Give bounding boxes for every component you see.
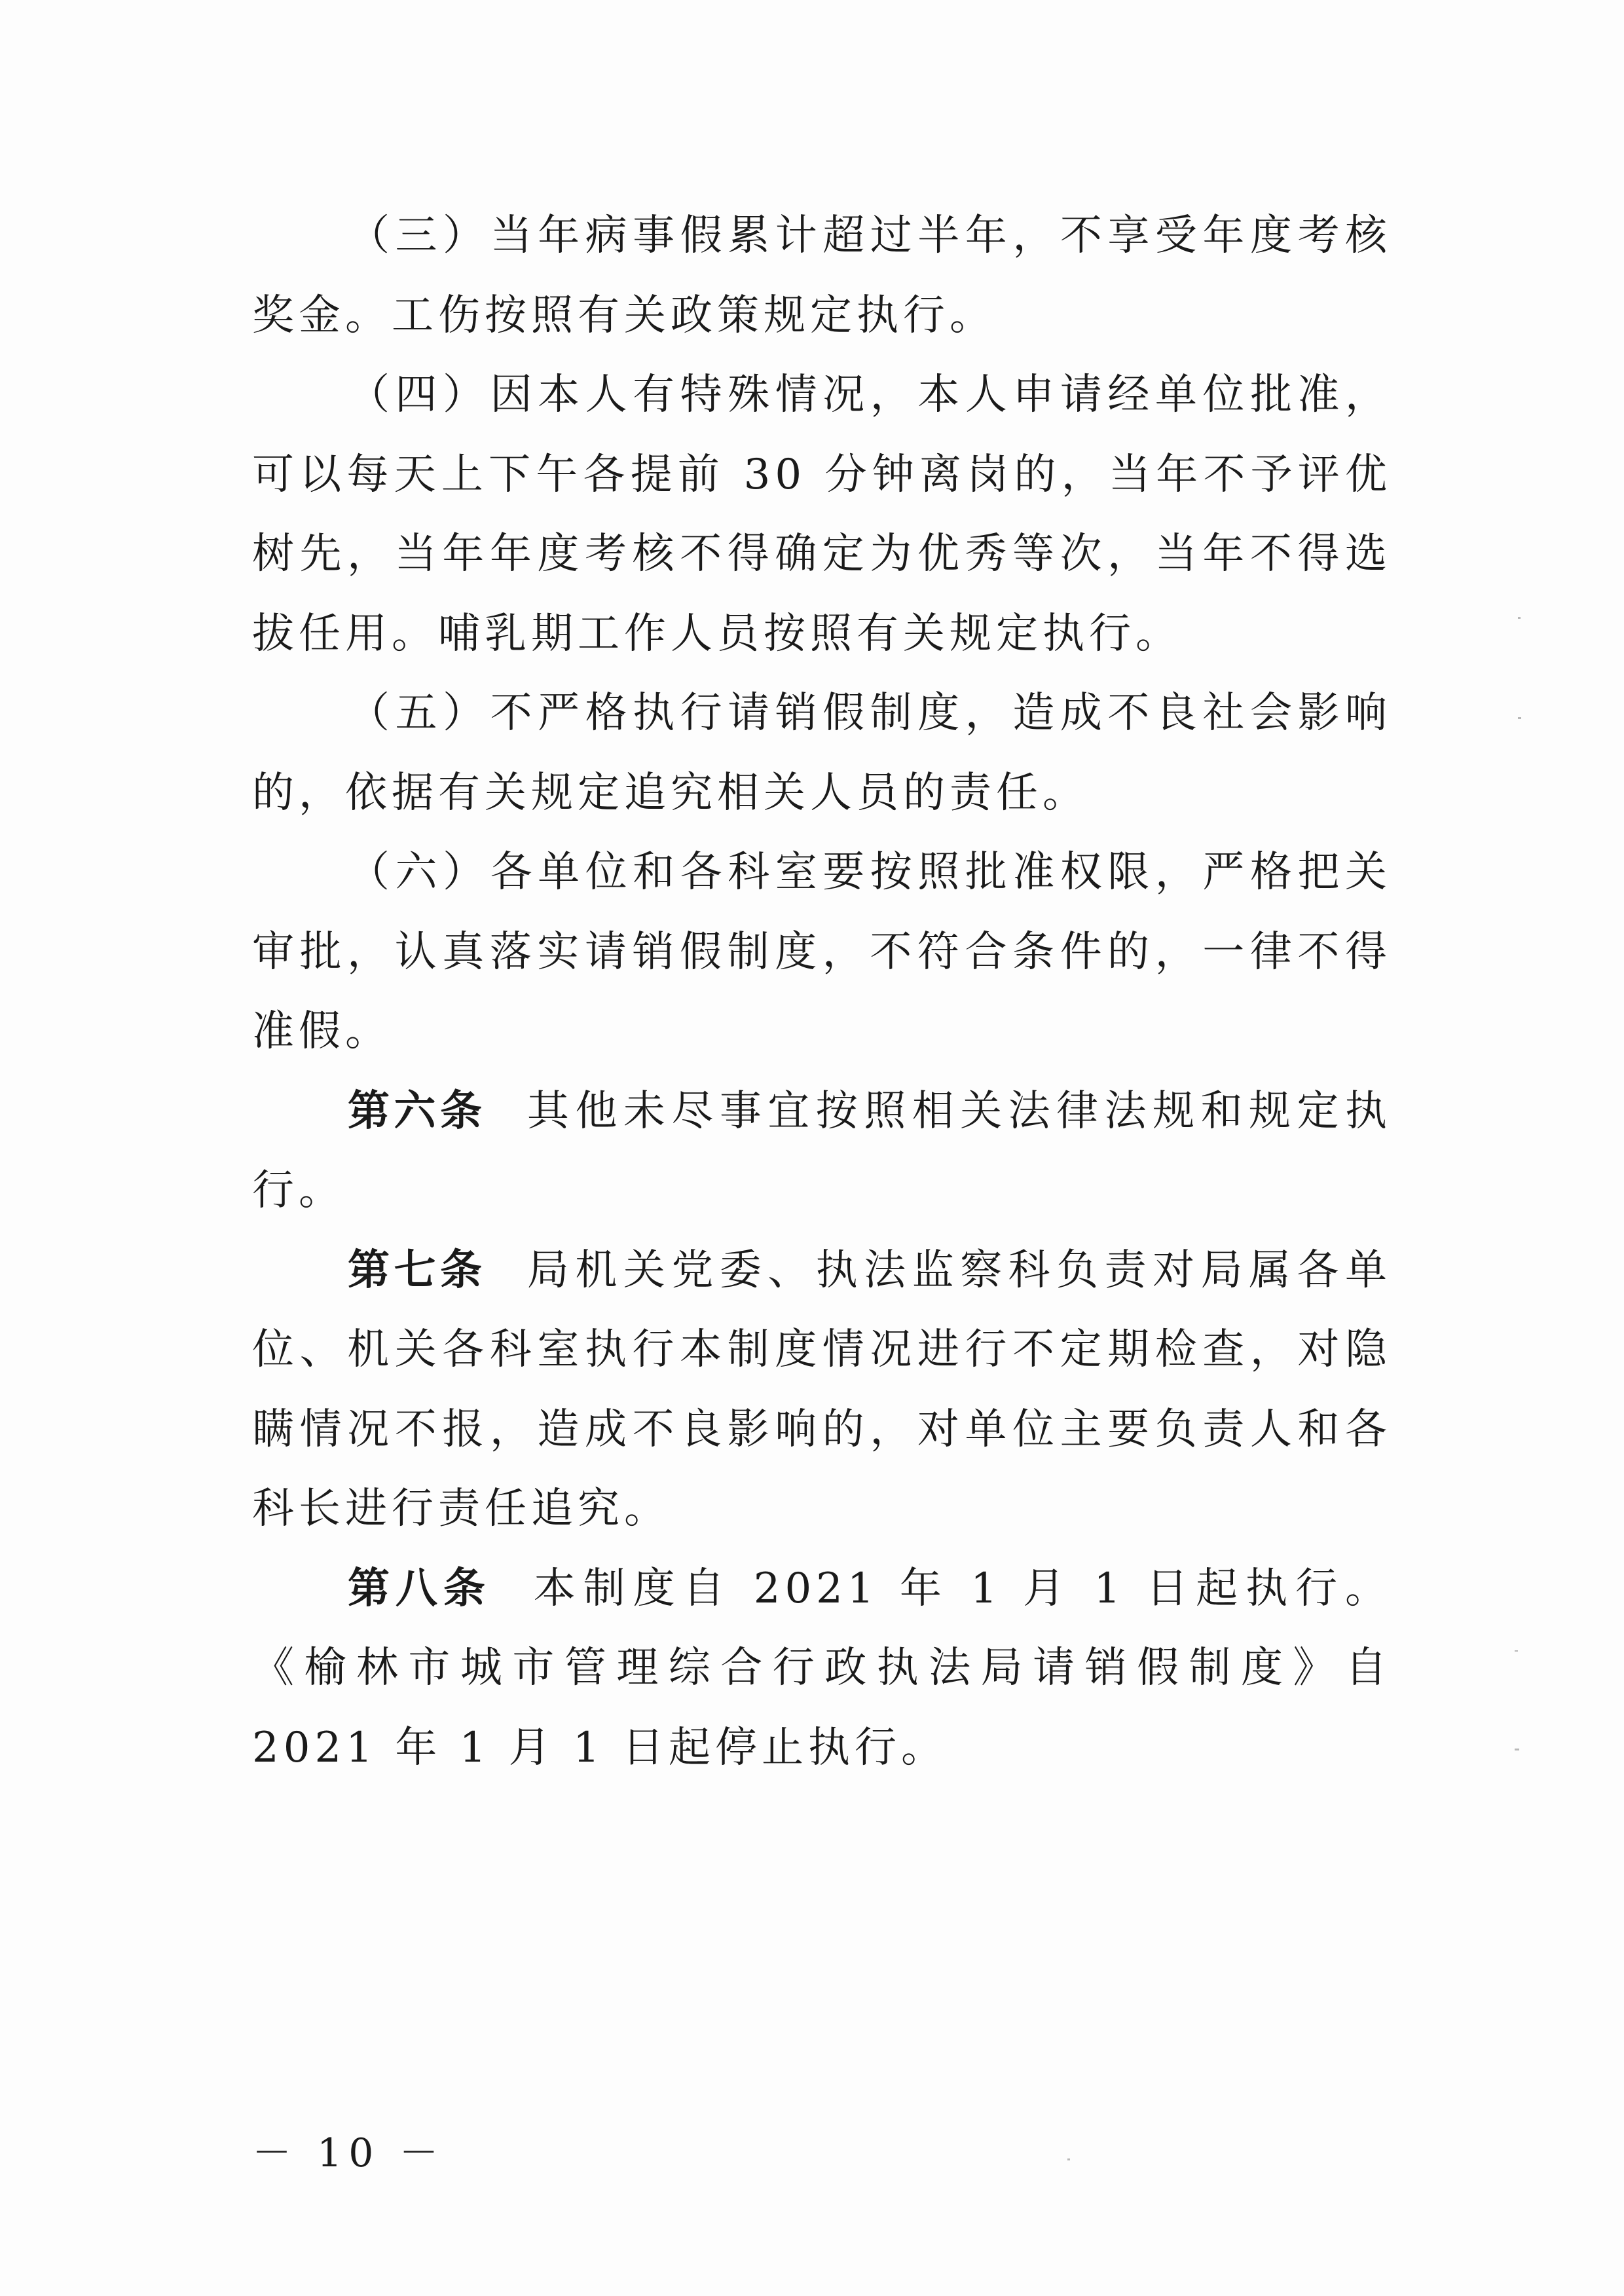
article-8-label: 第八条 xyxy=(348,1564,491,1613)
paragraph-6-text: （六）各单位和各科室要按照批准权限，严格把关审批，认真落实请销假制度，不符合条件的，一律不得准假。 xyxy=(252,848,1392,1056)
body-text xyxy=(252,196,1392,1788)
paragraph-6 xyxy=(252,833,1392,1072)
article-6-text: 其他未尽事宜按照相关法律法规和规定执行。 xyxy=(252,1086,1392,1215)
scan-speck xyxy=(1515,1650,1518,1652)
article-7-label: 第七条 xyxy=(348,1246,487,1295)
scan-speck xyxy=(1515,1749,1519,1750)
article-8-text: 本制度自 2021 年 1 月 1 日起执行。《榆林市城市管理综合行政执法局请销假制度》自 2021 年 1 月 1 日起停止执行。 xyxy=(252,1564,1392,1772)
article-7 xyxy=(252,1231,1392,1549)
page-number: － 10 － xyxy=(252,2130,445,2176)
article-6 xyxy=(252,1072,1392,1231)
scan-speck xyxy=(1067,2158,1070,2160)
paragraph-5-text: （五）不严格执行请销假制度，造成不良社会影响的，依据有关规定追究相关人员的责任。 xyxy=(252,689,1392,817)
article-6-label: 第六条 xyxy=(348,1086,487,1136)
article-7-text: 局机关党委、执法监察科负责对局属各单位、机关各科室执行本制度情况进行不定期检查，对隐瞒情况不报，造成不良影响的，对单位主要负责人和各科长进行责任追究。 xyxy=(252,1246,1392,1533)
paragraph-4-text: （四）因本人有特殊情况，本人申请经单位批准，可以每天上下午各提前 30 分钟离岗的，当年不予评优树先，当年年度考核不得确定为优秀等次，当年不得选拔任用。哺乳期工作人员按照有关规定执行。 xyxy=(252,371,1392,658)
scan-speck xyxy=(1518,717,1521,719)
article-8 xyxy=(252,1549,1392,1788)
paragraph-5 xyxy=(252,674,1392,833)
paragraph-3-text: （三）当年病事假累计超过半年，不享受年度考核奖金。工伤按照有关政策规定执行。 xyxy=(252,212,1392,340)
paragraph-3 xyxy=(252,196,1392,356)
paragraph-4 xyxy=(252,356,1392,674)
scan-speck xyxy=(1518,617,1521,619)
